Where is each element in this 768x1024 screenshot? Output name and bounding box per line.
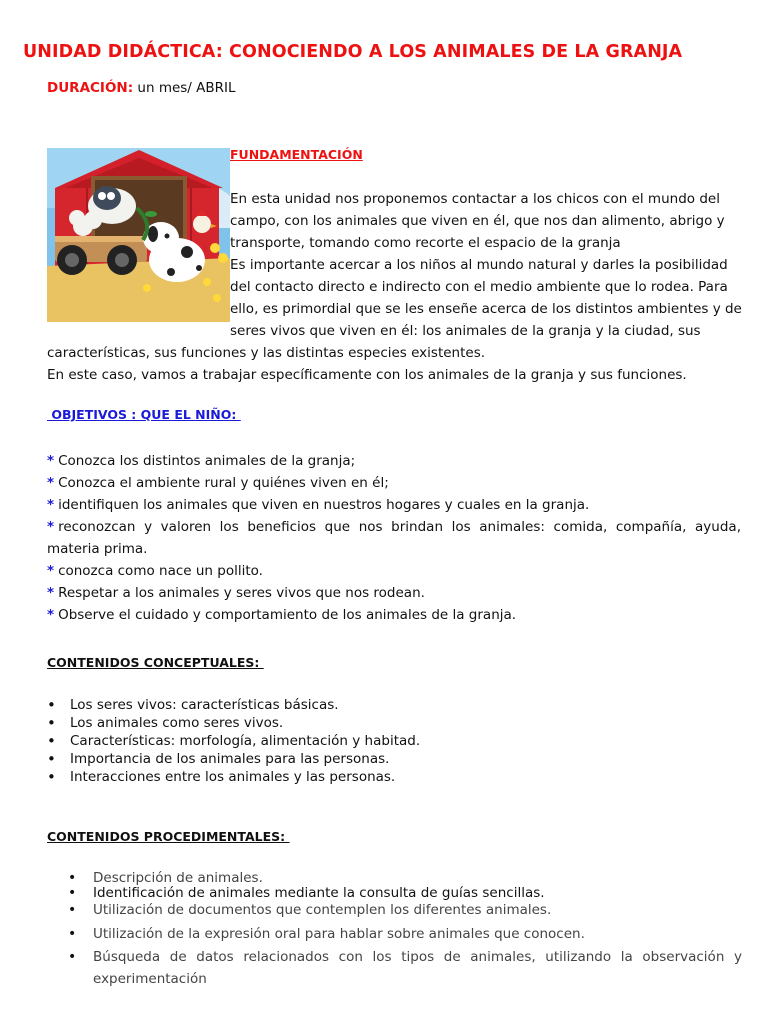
objective-item <box>47 582 741 604</box>
asterisk-bullet-icon: * <box>47 497 55 513</box>
asterisk-bullet-icon: * <box>47 475 55 491</box>
procedimentales-heading: CONTENIDOS PROCEDIMENTALES: <box>47 829 290 844</box>
document-title: UNIDAD DIDÁCTICA: CONOCIENDO A LOS ANIMALES DE LA GRANJA <box>23 42 683 62</box>
asterisk-bullet-icon: * <box>47 585 55 601</box>
list-item: • Búsqueda de datos relacionados con los tipos de animales, utilizando la observación y experimentación <box>68 946 742 990</box>
objetivos-list <box>47 450 741 626</box>
fundamentacion-paragraph: En esta unidad nos proponemos contactar a los chicos con el mundo del campo, con los animales que viven en él, que nos dan alimento, abrigo y transporte, tomando como recorte el espacio de la granja <box>230 191 725 251</box>
fundamentacion-paragraph: En este caso, vamos a trabajar específicamente con los animales de la granja y sus funciones. <box>47 367 687 383</box>
objective-item <box>47 516 741 560</box>
objective-item <box>47 472 741 494</box>
objective-item <box>47 494 741 516</box>
conceptuales-list <box>47 696 420 786</box>
asterisk-bullet-icon: * <box>47 453 55 469</box>
asterisk-bullet-icon: * <box>47 519 55 535</box>
list-item: • Utilización de documentos que contemplen los diferentes animales. <box>68 900 742 920</box>
objective-text: identifiquen los animales que viven en nuestros hogares y cuales en la granja. <box>58 497 590 513</box>
objective-text: Respetar a los animales y seres vivos que nos rodean. <box>58 585 425 601</box>
conceptuales-heading: CONTENIDOS CONCEPTUALES: <box>47 655 264 670</box>
objective-item <box>47 450 741 472</box>
fundamentacion-heading: FUNDAMENTACIÓN <box>230 147 363 162</box>
objective-item <box>47 560 741 582</box>
duration-line <box>47 80 236 96</box>
asterisk-bullet-icon: * <box>47 563 55 579</box>
list-item: • Interacciones entre los animales y las personas. <box>47 768 420 786</box>
objective-item <box>47 604 741 626</box>
fundamentacion-section <box>47 144 747 386</box>
list-item: • Utilización de la expresión oral para hablar sobre animales que conocen. <box>68 923 742 945</box>
objective-text: conozca como nace un pollito. <box>58 563 263 579</box>
list-item: • Características: morfología, alimentación y habitad. <box>47 732 420 750</box>
list-item: • Los seres vivos: características básicas. <box>47 696 420 714</box>
barn-animals-illustration <box>47 148 230 322</box>
list-item: • Importancia de los animales para las personas. <box>47 750 420 768</box>
objective-text: Observe el cuidado y comportamiento de los animales de la granja. <box>58 607 517 623</box>
duration-label: DURACIÓN: <box>47 80 134 96</box>
objective-text: reconozcan y valoren los beneficios que nos brindan los animales: comida, compañía, ayuda, materia prima. <box>47 519 741 557</box>
list-item: • Los animales como seres vivos. <box>47 714 420 732</box>
list-item: • Descripción de animales. <box>68 870 742 886</box>
objective-text: Conozca los distintos animales de la granja; <box>58 453 356 469</box>
list-item: • Identificación de animales mediante la consulta de guías sencillas. <box>68 886 742 900</box>
objective-text: Conozca el ambiente rural y quiénes viven en él; <box>58 475 389 491</box>
fundamentacion-paragraph: Es importante acercar a los niños al mundo natural y darles la posibilidad del contacto directo e indirecto con el medio ambiente que lo rodea. Para ello, es primordial que se les enseñe acerca de los distintos ambientes y de seres vivos que viven en él: los animales de la granja y la ciudad, sus características, sus funciones y las distintas especies existentes. <box>47 257 742 361</box>
duration-value: un mes/ ABRIL <box>133 80 236 96</box>
procedimentales-list <box>68 870 742 990</box>
asterisk-bullet-icon: * <box>47 607 55 623</box>
objetivos-heading: OBJETIVOS : QUE EL NIÑO: <box>47 407 241 422</box>
